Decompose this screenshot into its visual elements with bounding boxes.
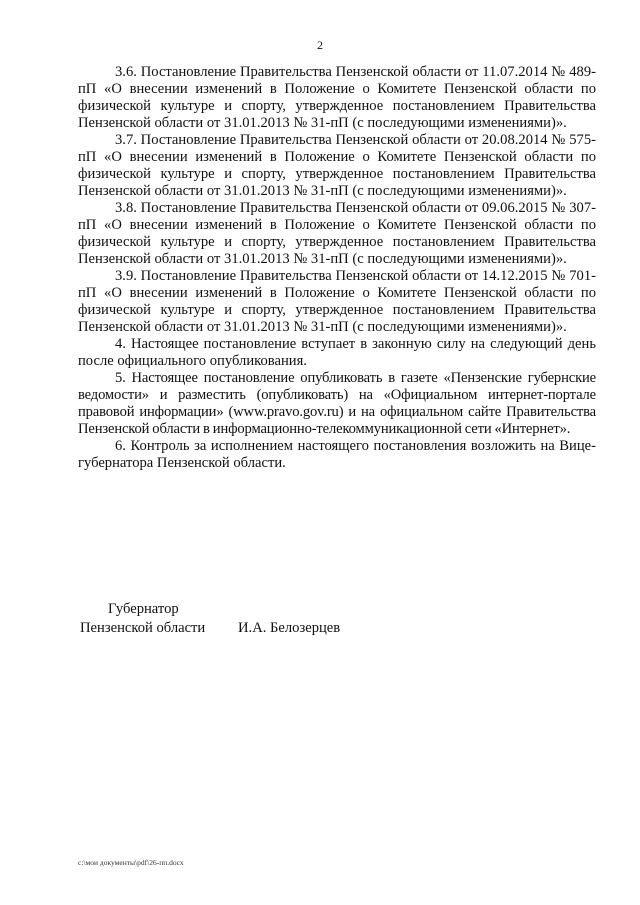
document-body — [78, 64, 596, 472]
paragraph-3-7: 3.7. Постановление Правительства Пензенской области от 20.08.2014 № 575-пП «О внесении изменений в Положение о Комитете Пензенской области по физической культуре и спорту, утвержденное постановлением Правительства Пензенской области от 31.01.2013 № 31-пП (с последующими изменениями)». — [78, 132, 596, 199]
signer-name: И.А. Белозерцев — [238, 620, 341, 636]
footer-file-path: c:\мои документы\pdf\26-пп.docx — [78, 858, 184, 867]
page-number: 2 — [317, 38, 323, 52]
paragraph-3-6: 3.6. Постановление Правительства Пензенской области от 11.07.2014 № 489-пП «О внесении изменений в Положение о Комитете Пензенской области по физической культуре и спорту, утвержденное постановлением Правительства Пензенской области от 31.01.2013 № 31-пП (с последующими изменениями)». — [78, 64, 596, 131]
paragraph-3-9: 3.9. Постановление Правительства Пензенской области от 14.12.2015 № 701-пП «О внесении изменений в Положение о Комитете Пензенской области по физической культуре и спорту, утвержденное постановлением Правительства Пензенской области от 31.01.2013 № 31-пП (с последующими изменениями)». — [78, 268, 596, 335]
signer-title-line1: Губернатор — [108, 601, 179, 617]
paragraph-6: 6. Контроль за исполнением настоящего постановления возложить на Вице-губернатора Пензенской области. — [78, 438, 596, 471]
paragraph-3-8: 3.8. Постановление Правительства Пензенской области от 09.06.2015 № 307-пП «О внесении изменений в Положение о Комитете Пензенской области по физической культуре и спорту, утвержденное постановлением Правительства Пензенской области от 31.01.2013 № 31-пП (с последующими изменениями)». — [78, 200, 596, 267]
paragraph-4: 4. Настоящее постановление вступает в законную силу на следующий день после официального опубликования. — [78, 336, 596, 369]
signer-title-line2: Пензенской области — [80, 620, 206, 636]
paragraph-5: 5. Настоящее постановление опубликовать в газете «Пензенские губернские ведомости» и разместить (опубликовать) на «Официальном интернет-портале правовой информации» (www.pravo.gov.ru) и на официальном сайте Правительства Пензенской области в информационно-телекоммуникационной сети «Интернет». — [78, 370, 596, 437]
